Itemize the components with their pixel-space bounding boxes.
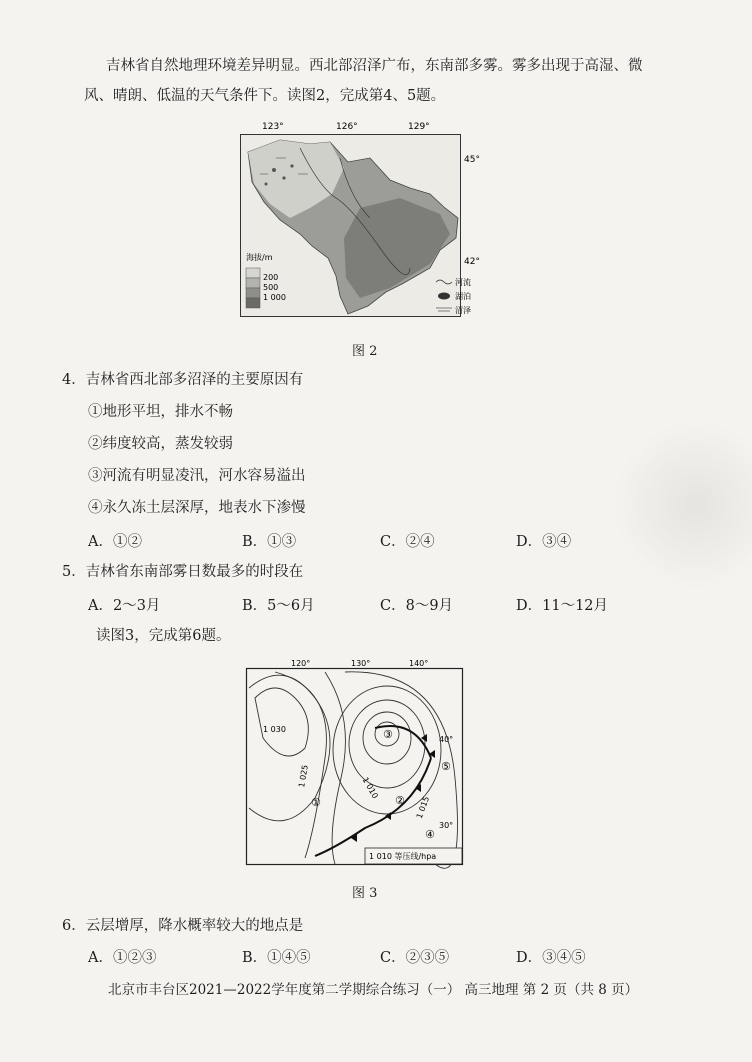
figure3-caption: 图 3 xyxy=(352,886,378,901)
figure2-caption: 图 2 xyxy=(352,344,378,359)
q4-option-b[interactable]: B．①③ xyxy=(242,534,297,550)
point-label: ① xyxy=(311,796,321,809)
lon-label: 120° xyxy=(291,659,311,668)
intro-line-2: 风、晴朗、低温的天气条件下。读图2，完成第4、5题。 xyxy=(84,88,446,104)
q5-option-a[interactable]: A．2～3月 xyxy=(88,598,161,614)
q4-option-d[interactable]: D．③④ xyxy=(516,534,572,550)
q5-option-c[interactable]: C．8～9月 xyxy=(380,598,454,614)
page-footer: 北京市丰台区2021—2022学年度第二学期综合练习（一） 高三地理 第 2 页（共 8 页） xyxy=(108,982,639,998)
q6-option-d[interactable]: D．③④⑤ xyxy=(516,950,586,966)
legend-title: 海拔/m xyxy=(246,253,273,262)
lat-label: 40° xyxy=(439,735,454,744)
lat-label: 30° xyxy=(439,821,454,830)
isobar-label: 1 025 xyxy=(297,764,310,789)
q5-option-b[interactable]: B．5～6月 xyxy=(242,598,315,614)
lon-label: 123° xyxy=(262,122,284,132)
legend-item: 湖泊 xyxy=(455,292,471,301)
q6-stem: 6．云层增厚，降水概率较大的地点是 xyxy=(62,918,304,934)
isobar-label: 1 030 xyxy=(263,725,286,734)
isobar-label: 1 010 xyxy=(360,775,380,801)
legend-item: 沼泽 xyxy=(455,306,471,315)
q6-option-b[interactable]: B．①④⑤ xyxy=(242,950,311,966)
figure2-map xyxy=(240,118,482,318)
figure3-map xyxy=(245,658,467,870)
q4-option-a[interactable]: A．①② xyxy=(88,534,142,550)
q4-item: ①地形平坦，排水不畅 xyxy=(88,404,233,420)
q6-option-c[interactable]: C．②③⑤ xyxy=(380,950,450,966)
point-label: ④ xyxy=(425,828,435,841)
q5-option-d[interactable]: D．11～12月 xyxy=(516,598,609,614)
isobar-label: 1 015 xyxy=(414,795,432,820)
lat-label: 45° xyxy=(464,155,480,165)
q5-stem: 5．吉林省东南部雾日数最多的时段在 xyxy=(62,564,304,580)
q4-item: ②纬度较高，蒸发较弱 xyxy=(88,436,233,452)
point-label: ② xyxy=(395,794,405,807)
lon-label: 140° xyxy=(409,659,429,668)
lake-legend-icon xyxy=(438,293,450,300)
point-label: ③ xyxy=(383,728,393,741)
intro-line-1: 吉林省自然地理环境差异明显。西北部沼泽广布，东南部多雾。雾多出现于高湿、微 xyxy=(106,58,643,74)
lon-label: 130° xyxy=(351,659,371,668)
point-label: ⑤ xyxy=(441,760,451,773)
lat-label: 42° xyxy=(464,257,480,267)
lon-label: 129° xyxy=(408,122,430,132)
legend-level: 500 xyxy=(263,283,279,292)
legend-level: 200 xyxy=(263,273,279,282)
intro2-line: 读图3，完成第6题。 xyxy=(96,628,231,644)
lon-label: 126° xyxy=(336,122,358,132)
q4-item: ③河流有明显凌汛，河水容易溢出 xyxy=(88,468,306,484)
q4-stem: 4．吉林省西北部多沼泽的主要原因有 xyxy=(62,372,304,388)
legend-item: 河流 xyxy=(455,278,471,287)
q4-option-c[interactable]: C．②④ xyxy=(380,534,435,550)
figure3-legend: 1 010 等压线/hpa xyxy=(369,852,437,861)
q6-option-a[interactable]: A．①②③ xyxy=(88,950,157,966)
scan-smudge xyxy=(612,420,752,590)
q4-item: ④永久冻土层深厚，地表水下渗慢 xyxy=(88,500,306,516)
legend-level: 1 000 xyxy=(263,293,286,302)
